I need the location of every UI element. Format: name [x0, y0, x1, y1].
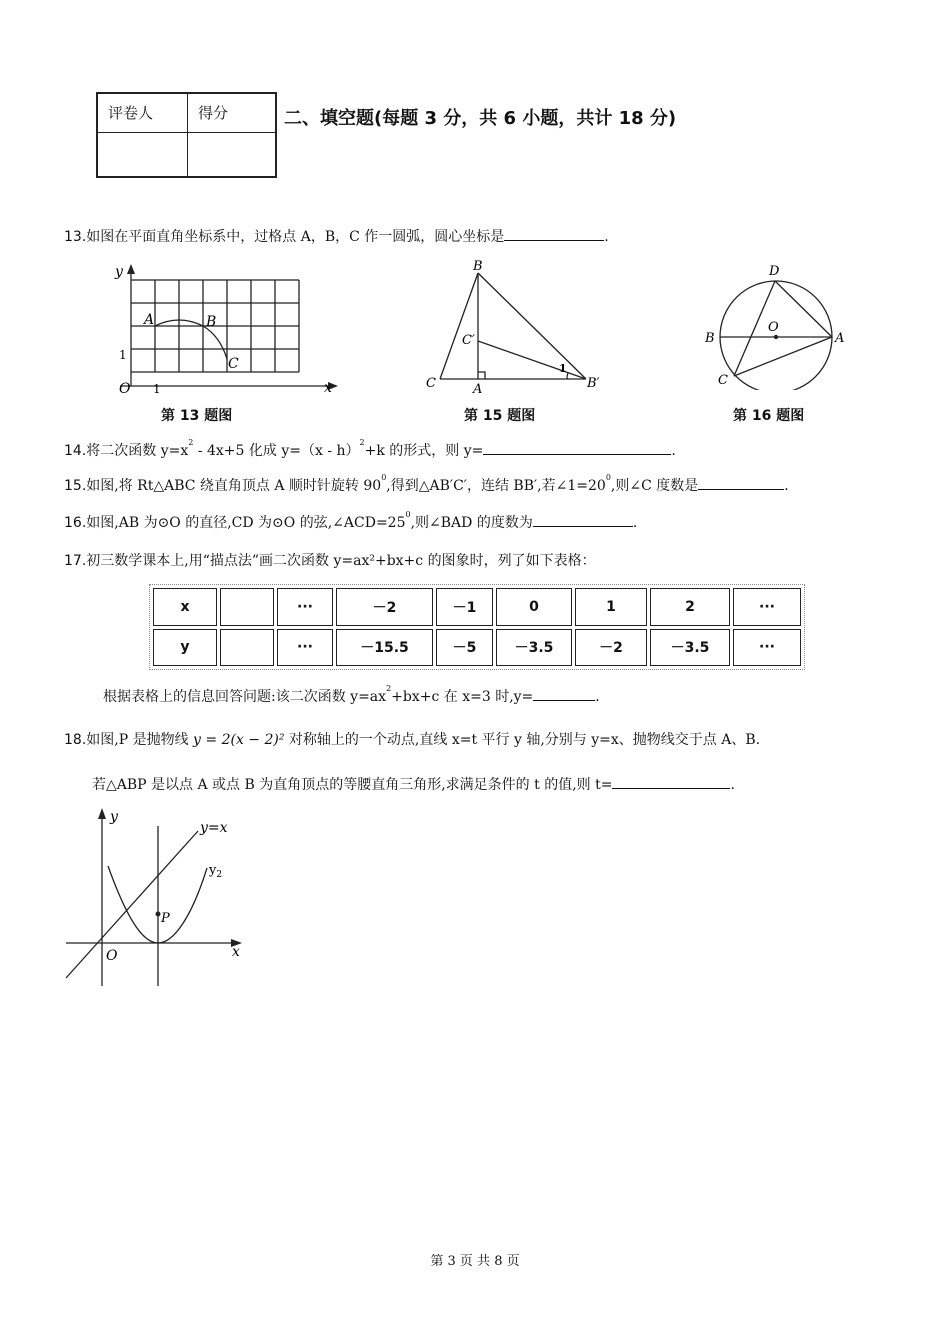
question-15: 15.如图,将 Rt△ABC 绕直角顶点 A 顺时针旋转 $90^0$,得到△AB′C′，连结 BB′,若$\angle 1=20^0$,则∠C 度数是 .	[64, 473, 789, 494]
table-cell	[220, 588, 274, 626]
point-b-label: B	[705, 331, 715, 346]
caption-fig13: 第 13 题图	[161, 408, 233, 424]
table-cell: －2	[336, 588, 433, 626]
score-box-divider	[98, 132, 275, 133]
figure-18	[60, 806, 250, 991]
question-17-followup: 根据表格上的信息回答问题:该二次函数 $y=ax^2+bx+c$ 在 x=3 时,y= .	[103, 684, 600, 705]
question-13: 13.如图在平面直角坐标系中，过格点 A，B，C 作一圆弧，圆心坐标是 .	[64, 229, 609, 245]
table-cell: x	[153, 588, 217, 626]
table-cell: y	[153, 629, 217, 667]
caption-fig15: 第 15 题图	[464, 408, 536, 424]
caption-fig16: 第 16 题图	[733, 408, 805, 424]
table-cell: －3.5	[650, 629, 730, 667]
point-c-label: C	[228, 356, 239, 372]
table-cell	[220, 629, 274, 667]
figure-16	[700, 260, 850, 390]
axis-label-x: x	[232, 944, 240, 960]
table-cell: －5	[436, 629, 493, 667]
point-a-label: A	[835, 331, 845, 346]
point-d-label: D	[769, 264, 780, 279]
point-b-label: B	[473, 259, 483, 274]
line-y-equals-x-label: y=x	[200, 820, 228, 836]
parabola-label: $y_2$	[209, 863, 223, 880]
table-row	[153, 629, 801, 667]
table-row	[153, 588, 801, 626]
table-cell: ···	[733, 629, 801, 667]
point-a-label: A	[473, 382, 483, 396]
tick-label-x: 1	[153, 382, 161, 396]
figure-15	[420, 256, 610, 396]
point-c-prime-label: C′	[462, 333, 475, 348]
table-cell: 1	[575, 588, 647, 626]
table-cell: －3.5	[496, 629, 572, 667]
reviewer-label: 评卷人	[108, 104, 154, 122]
question-18: 18.如图,P 是抛物线 y = 2(x − 2)² 对称轴上的一个动点,直线 x=t 平行 y 轴,分别与 y=x、抛物线交于点 A、B.	[64, 732, 761, 748]
table-cell: －2	[575, 629, 647, 667]
score-label: 得分	[198, 104, 229, 122]
answer-blank[interactable]	[698, 477, 784, 490]
table-cell: －15.5	[336, 629, 433, 667]
table-cell: 0	[496, 588, 572, 626]
origin-label: O	[106, 948, 118, 964]
question-16: 16.如图,AB 为⊙O 的直径,CD 为⊙O 的弦$,\angle ACD=25^0$,则∠BAD 的度数为 .	[64, 510, 638, 531]
point-b-label: B	[206, 314, 217, 330]
origin-label: O	[119, 381, 131, 397]
figure-13	[104, 262, 344, 398]
parabola-formula: y = 2(x − 2)²	[193, 732, 285, 748]
tick-label-y: 1	[119, 348, 127, 362]
point-b-prime-label: B′	[587, 376, 600, 391]
table-cell: 2	[650, 588, 730, 626]
answer-blank[interactable]	[504, 228, 604, 241]
table-cell: ···	[277, 588, 333, 626]
axis-label-y: y	[110, 809, 118, 825]
table-cell: －1	[436, 588, 493, 626]
answer-blank[interactable]	[533, 688, 595, 701]
axis-label-x: x	[324, 380, 332, 396]
value-table	[149, 584, 805, 670]
point-c-label: C	[426, 376, 436, 391]
question-18-line2: 若△ABP 是以点 A 或点 B 为直角顶点的等腰直角三角形,求满足条件的 t 的值,则 t= .	[92, 777, 735, 793]
section-title: 二、填空题(每题 3 分，共 6 小题，共计 18 分)	[284, 108, 677, 129]
answer-blank[interactable]	[533, 514, 633, 527]
question-14: 14.将二次函数 $y=x^2 - 4x+5$ 化成 y=（x - h）$^2$+k 的形式，则 y= .	[64, 438, 676, 459]
answer-blank[interactable]	[483, 442, 671, 455]
angle-1-label: 1	[559, 362, 567, 375]
center-o-label: O	[768, 320, 779, 335]
question-17: 17.初三数学课本上,用“描点法”画二次函数 y=ax²+bx+c 的图象时，列了如下表格：	[64, 553, 596, 569]
point-c-label: C	[718, 373, 728, 388]
score-box-divider	[187, 94, 188, 176]
point-p-label: P	[161, 911, 170, 926]
table-cell: ···	[733, 588, 801, 626]
axis-label-y: y	[115, 264, 123, 280]
page-footer: 第 3 页 共 8 页	[430, 1254, 520, 1269]
answer-blank[interactable]	[612, 776, 730, 789]
table-cell: ···	[277, 629, 333, 667]
score-box	[96, 92, 277, 178]
point-a-label: A	[144, 312, 155, 328]
